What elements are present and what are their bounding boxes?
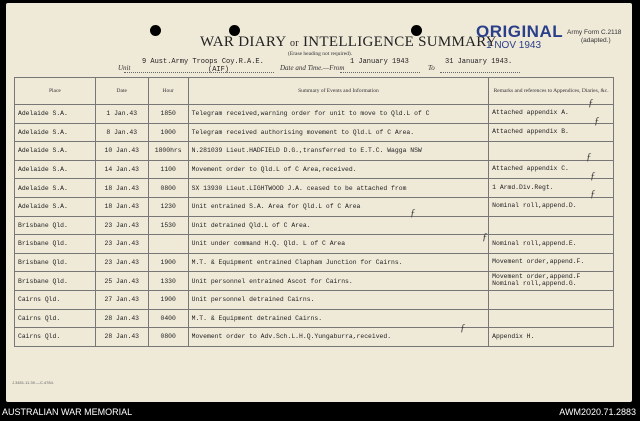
unit-sub: (AIF) — [208, 66, 230, 74]
cell-summary: Telegram received authorising movement to Qld.L of C Area. — [188, 123, 489, 142]
table-row — [15, 142, 614, 161]
table-row — [15, 253, 614, 272]
handwritten-tick: ƒ — [482, 231, 488, 243]
cell-hour: 1100 — [148, 160, 188, 179]
cell-remarks — [489, 290, 614, 309]
cell-remarks — [489, 235, 614, 254]
cell-place: Adelaide S.A. — [15, 105, 96, 124]
cell-date: 10 Jan.43 — [95, 142, 148, 161]
remarks-line: Movement order,append.F. — [492, 258, 585, 266]
page-title — [200, 34, 497, 51]
cell-date: 14 Jan.43 — [95, 160, 148, 179]
handwritten-tick: ƒ — [586, 151, 592, 163]
date-to-label: To — [428, 64, 435, 72]
cell-summary: Unit detrained Qld.L of C Area. — [188, 216, 489, 235]
cell-place: Adelaide S.A. — [15, 179, 96, 198]
table-row — [15, 328, 614, 347]
cell-place: Cairns Qld. — [15, 309, 96, 328]
cell-hour — [148, 235, 188, 254]
remarks-line: Attached appendix A. — [492, 109, 569, 117]
table-row — [15, 216, 614, 235]
to-underline — [440, 72, 520, 73]
cell-date: 27 Jan.43 — [95, 290, 148, 309]
cell-place: Adelaide S.A. — [15, 160, 96, 179]
form-number — [567, 29, 621, 45]
handwritten-tick: ƒ — [590, 170, 596, 182]
remarks-line: Attached appendix C. — [492, 165, 569, 173]
cell-hour: 1850 — [148, 105, 188, 124]
form-note: (adapted.) — [581, 37, 611, 44]
from-underline — [340, 72, 420, 73]
handwritten-tick: ƒ — [590, 188, 596, 200]
col-remarks: Remarks and references to Appendices, Diaries, &c. — [489, 78, 614, 105]
cell-place: Adelaide S.A. — [15, 142, 96, 161]
cell-place: Cairns Qld. — [15, 328, 96, 347]
col-summary: Summary of Events and Information — [188, 78, 489, 105]
col-place: Place — [15, 78, 96, 105]
cell-place: Brisbane Qld. — [15, 216, 96, 235]
cell-remarks — [489, 328, 614, 347]
cell-place: Adelaide S.A. — [15, 123, 96, 142]
cell-remarks — [489, 272, 614, 291]
cell-summary: Unit under command H.Q. Qld. L of C Area — [188, 235, 489, 254]
unit-underline — [124, 72, 274, 73]
cell-summary: M.T. & Equipment detrained Cairns. — [188, 309, 489, 328]
cell-summary: N.281039 Lieut.HADFIELD D.G.,transferred to E.T.C. Wagga NSW — [188, 142, 489, 161]
cell-summary: Unit personnel detrained Cairns. — [188, 290, 489, 309]
cell-hour: 1000 — [148, 123, 188, 142]
date-from: 1 January 1943 — [350, 58, 409, 66]
cell-summary: M.T. & Equipment entrained Clapham Junction for Cairns. — [188, 253, 489, 272]
cell-date: 23 Jan.43 — [95, 235, 148, 254]
table-row — [15, 105, 614, 124]
diary-table — [14, 77, 614, 347]
col-date: Date — [95, 78, 148, 105]
table-row — [15, 179, 614, 198]
cell-date: 23 Jan.43 — [95, 216, 148, 235]
date-to: 31 January 1943. — [445, 58, 513, 66]
handwritten-tick: ƒ — [588, 97, 594, 109]
remarks-line: Nominal roll,append.G. — [492, 280, 577, 288]
table-row — [15, 290, 614, 309]
cell-date: 1 Jan.43 — [95, 105, 148, 124]
cell-hour: 1900 — [148, 290, 188, 309]
cell-date: 18 Jan.43 — [95, 179, 148, 198]
remarks-line: Movement order,append.F — [492, 273, 581, 281]
title-or: or — [289, 38, 299, 49]
cell-hour: 0800 — [148, 328, 188, 347]
remarks-line: Appendix H. — [492, 332, 535, 340]
caption-institution: AUSTRALIAN WAR MEMORIAL — [2, 407, 133, 417]
remarks-line: 1 Armd.Div.Regt. — [492, 183, 554, 191]
remarks-line: Nominal roll,append.E. — [492, 239, 577, 247]
cell-hour: 1330 — [148, 272, 188, 291]
title-war-diary: WAR DIARY — [200, 34, 286, 50]
cell-summary: Movement order to Qld.L of C Area,received. — [188, 160, 489, 179]
cell-remarks — [489, 309, 614, 328]
unit-value: 9 Aust.Army Troops Coy.R.A.E. — [142, 58, 264, 66]
cell-hour: 0800 — [148, 179, 188, 198]
table-header-row — [15, 78, 614, 105]
cell-date: 28 Jan.43 — [95, 309, 148, 328]
cell-place: Adelaide S.A. — [15, 197, 96, 216]
cell-hour: 1230 — [148, 197, 188, 216]
stamp-text: ORIGINAL — [476, 22, 564, 41]
cell-hour: 0400 — [148, 309, 188, 328]
cell-hour: 1530 — [148, 216, 188, 235]
cell-summary: SX 13930 Lieut.LIGHTWOOD J.A. ceased to be attached from — [188, 179, 489, 198]
cell-summary: Unit personnel entrained Ascot for Cairns. — [188, 272, 489, 291]
cell-place: Brisbane Qld. — [15, 272, 96, 291]
handwritten-tick: ƒ — [460, 322, 466, 334]
table-row — [15, 235, 614, 254]
remarks-line: Attached appendix B. — [492, 127, 569, 135]
cell-place: Brisbane Qld. — [15, 253, 96, 272]
table-row — [15, 272, 614, 291]
cell-remarks — [489, 197, 614, 216]
cell-summary: Unit entrained S.A. Area for Qld.L of C Area — [188, 197, 489, 216]
cell-date: 25 Jan.43 — [95, 272, 148, 291]
cell-date: 8 Jan.43 — [95, 123, 148, 142]
handwritten-tick: ƒ — [410, 207, 416, 219]
caption-accession: AWM2020.71.2883 — [559, 407, 636, 417]
cell-hour: 1900 — [148, 253, 188, 272]
unit-label: Unit — [118, 64, 131, 72]
original-stamp — [476, 22, 563, 51]
erase-note: (Erase heading not required). — [288, 51, 353, 57]
date-label: Date and Time.—From — [280, 64, 345, 72]
cell-summary: Telegram received,warning order for unit to move to Qld.L of C — [188, 105, 489, 124]
cell-place: Cairns Qld. — [15, 290, 96, 309]
title-intelligence-summary: INTELLIGENCE SUMMARY — [302, 34, 497, 50]
remarks-line: Nominal roll,append.D. — [492, 202, 577, 210]
cell-hour: 1800hrs — [148, 142, 188, 161]
cell-remarks — [489, 253, 614, 272]
cell-remarks — [489, 142, 614, 161]
print-footnote: J.3451.11.39.—C.4784. — [12, 380, 54, 385]
punch-hole — [150, 25, 161, 36]
cell-summary: Movement order to Adv.Sch.L.H.Q.Yungaburra,received. — [188, 328, 489, 347]
table-row — [15, 197, 614, 216]
form-number-text: Army Form C.2118 — [567, 29, 622, 36]
col-hour: Hour — [148, 78, 188, 105]
table-row — [15, 309, 614, 328]
table-row — [15, 160, 614, 179]
cell-place: Brisbane Qld. — [15, 235, 96, 254]
cell-date: 28 Jan.43 — [95, 328, 148, 347]
cell-remarks — [489, 216, 614, 235]
cell-date: 18 Jan.43 — [95, 197, 148, 216]
table-row — [15, 123, 614, 142]
cell-date: 23 Jan.43 — [95, 253, 148, 272]
handwritten-tick: ƒ — [594, 115, 600, 127]
stamp-date: 1 NOV 1943 — [486, 40, 542, 51]
